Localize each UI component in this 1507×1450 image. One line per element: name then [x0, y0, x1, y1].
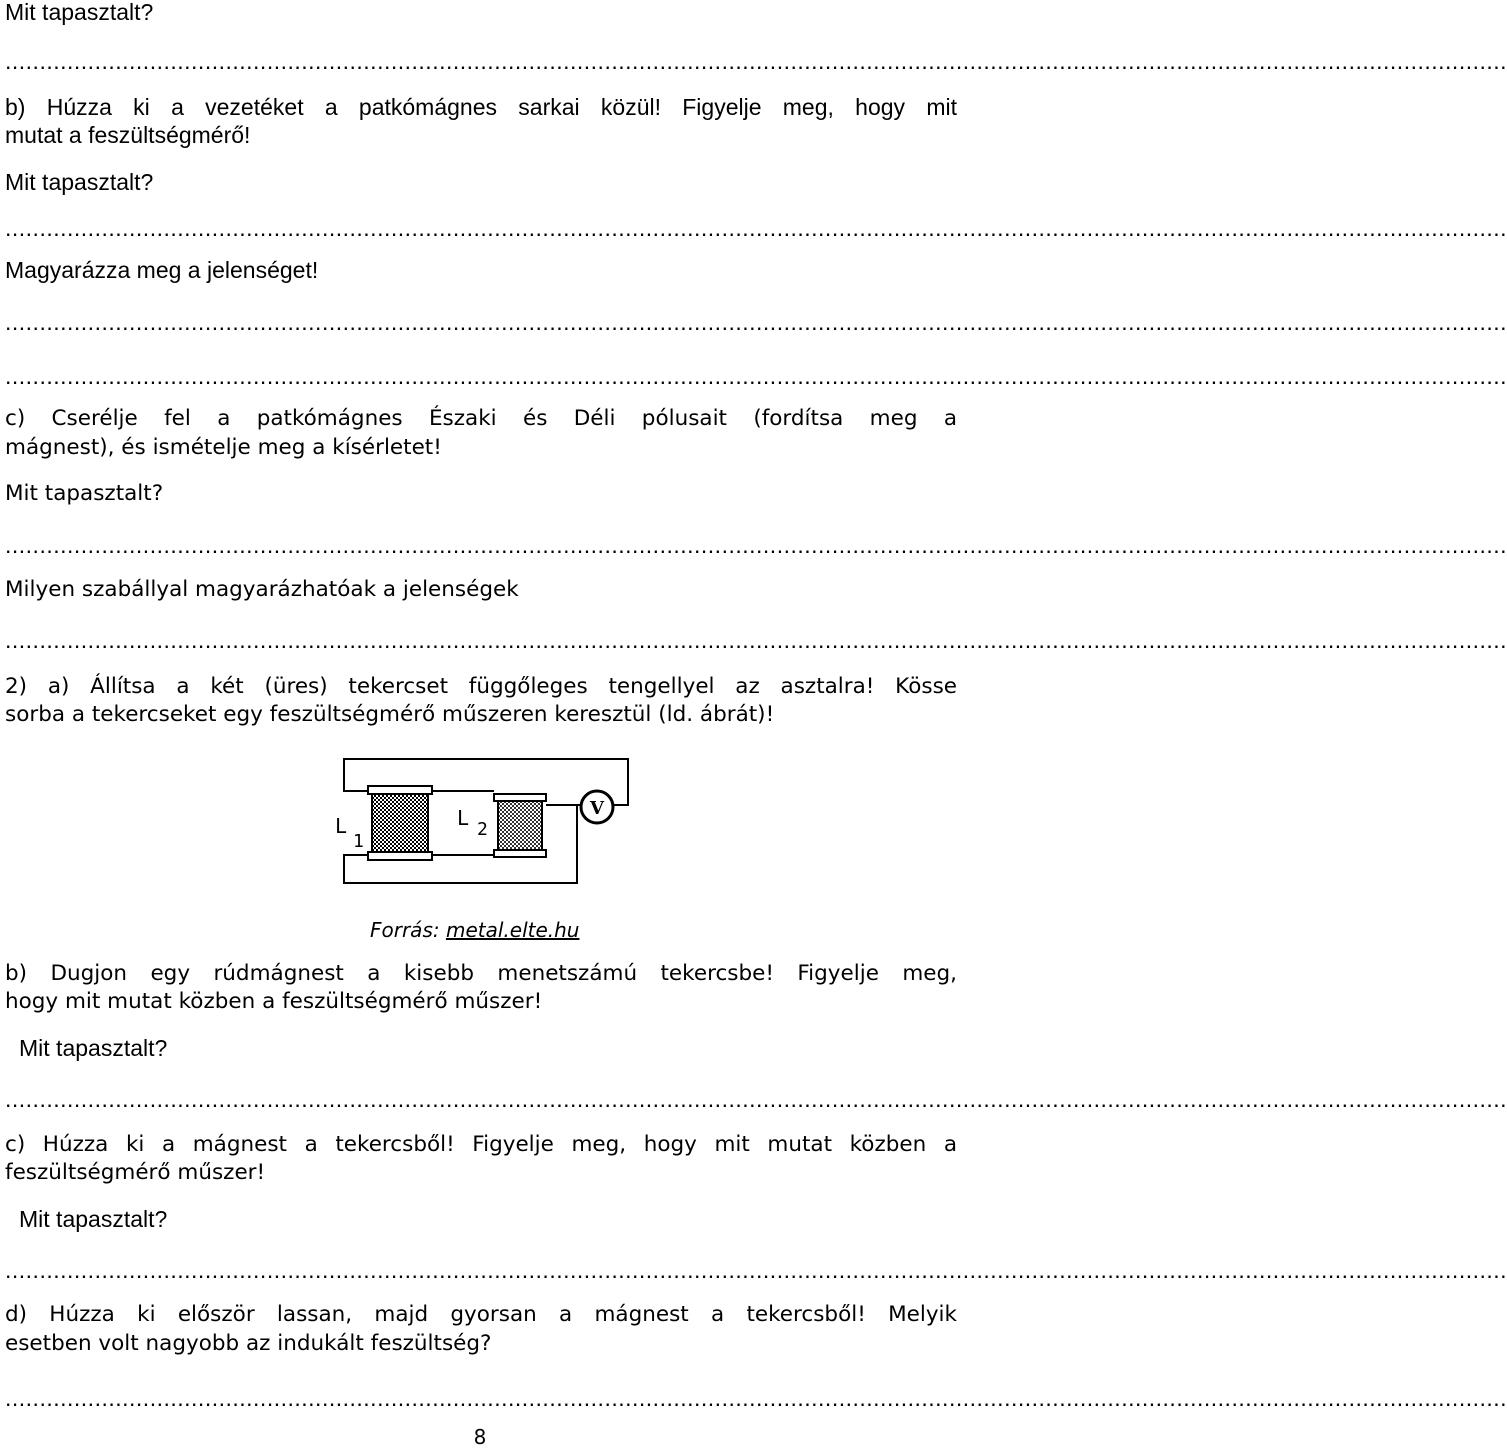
source-link[interactable]: metal.elte.hu	[445, 918, 580, 942]
instruction-text: hogy mit mutat közben a feszültségmérő műszer!	[5, 989, 543, 1014]
instruction-text: mágnest), és ismételje meg a kísérletet!	[5, 435, 442, 460]
coil-l2-subscript: 2	[477, 819, 488, 840]
instruction-text: c) Cserélje fel a patkómágnes Északi és Déli pólusait (fordítsa meg a	[5, 406, 957, 431]
instruction-text: feszültségmérő műszer!	[5, 1160, 266, 1185]
question-label: Mit tapasztalt?	[5, 481, 164, 506]
coil-l2-label: L	[457, 806, 470, 830]
answer-line[interactable]: ..........................................................................................................................................................................................................................	[5, 627, 1507, 653]
answer-line[interactable]: ..........................................................................................................................................................................................................................	[5, 215, 1507, 241]
answer-line[interactable]: ..........................................................................................................................................................................................................................	[5, 309, 1507, 335]
answer-line[interactable]: ..........................................................................................................................................................................................................................	[5, 1086, 1507, 1112]
instruction-text: Magyarázza meg a jelenséget!	[5, 257, 319, 283]
instruction-text: c) Húzza ki a mágnest a tekercsből! Figyelje meg, hogy mit mutat közben a	[5, 1132, 957, 1157]
voltmeter-label: V	[590, 798, 604, 819]
question-label: Mit tapasztalt?	[5, 169, 154, 195]
coil-l1-label: L	[335, 814, 348, 838]
instruction-text: b) Dugjon egy rúdmágnest a kisebb menetszámú tekercsbe! Figyelje meg,	[5, 961, 957, 986]
instruction-text: Milyen szabállyal magyarázhatóak a jelenségek	[5, 577, 519, 602]
coil-l1	[368, 786, 432, 860]
instruction-text: b) Húzza ki a vezetéket a patkómágnes sarkai közül! Figyelje meg, hogy mit	[5, 94, 957, 120]
coil-l1-subscript: 1	[353, 831, 364, 852]
answer-line[interactable]: ..........................................................................................................................................................................................................................	[5, 532, 1507, 558]
question-label: Mit tapasztalt?	[19, 1206, 168, 1232]
instruction-text: sorba a tekercseket egy feszültségmérő műszeren keresztül (ld. ábrát)!	[5, 702, 775, 727]
question-label: Mit tapasztalt?	[19, 1035, 168, 1061]
answer-line[interactable]: ..........................................................................................................................................................................................................................	[5, 1385, 1507, 1411]
voltmeter	[581, 791, 613, 823]
instruction-text: 2) a) Állítsa a két (üres) tekercset függőleges tengellyel az asztalra! Kösse	[5, 674, 957, 699]
answer-line[interactable]: ..........................................................................................................................................................................................................................	[5, 48, 1507, 74]
question-label: Mit tapasztalt?	[5, 0, 154, 25]
circuit-diagram	[330, 755, 640, 890]
instruction-text: d) Húzza ki először lassan, majd gyorsan a mágnest a tekercsből! Melyik	[5, 1302, 957, 1327]
coil-l2	[494, 794, 546, 857]
source-prefix: Forrás:	[370, 918, 446, 942]
answer-line[interactable]: ..........................................................................................................................................................................................................................	[5, 363, 1507, 389]
page-number: 8	[473, 1425, 487, 1449]
instruction-text: esetben volt nagyobb az indukált feszültség?	[5, 1331, 492, 1356]
answer-line[interactable]: ..........................................................................................................................................................................................................................	[5, 1257, 1507, 1283]
instruction-text: mutat a feszültségmérő!	[5, 122, 251, 148]
figure-source	[370, 917, 579, 943]
